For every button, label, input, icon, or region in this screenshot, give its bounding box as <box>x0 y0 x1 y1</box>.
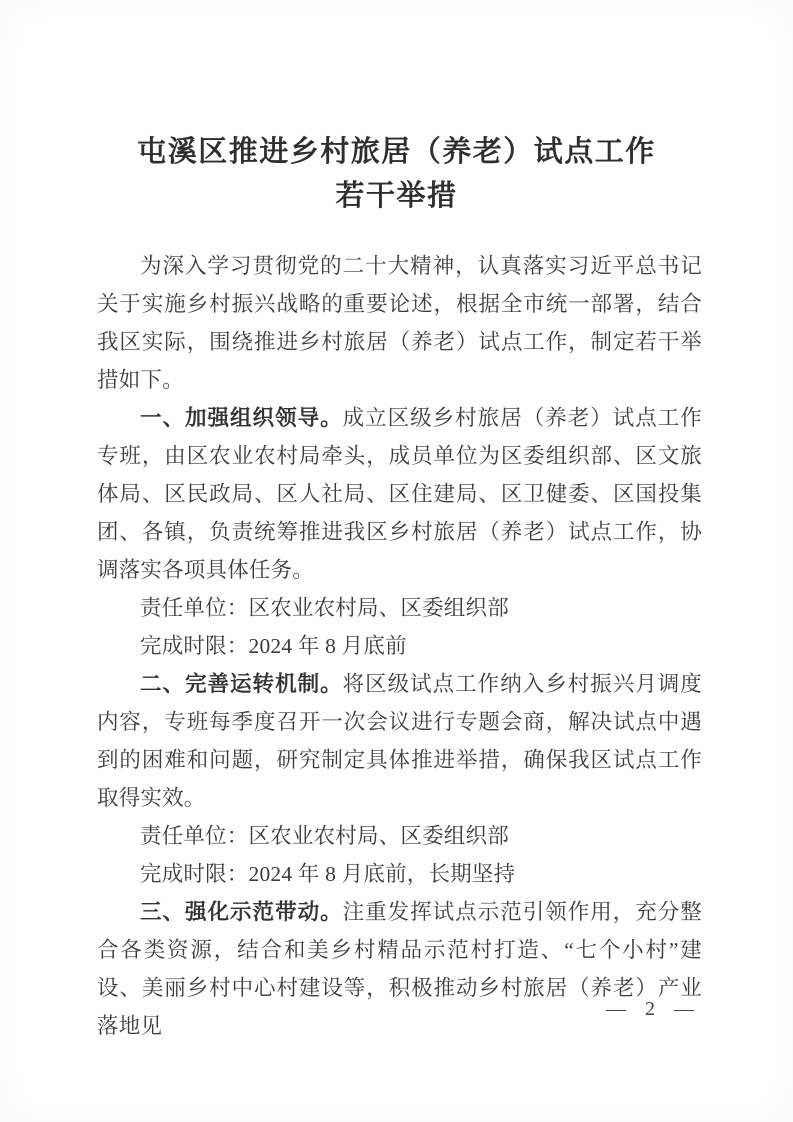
section-heading: 一、加强组织领导。 <box>140 406 343 430</box>
section-2-deadline <box>97 855 702 893</box>
body-text-run: 完成时限：2024 年 8 月底前，长期坚持 <box>140 862 516 886</box>
section-heading: 三、强化示范带动。 <box>140 900 343 924</box>
body-text-run: 注重发挥试点示范引领作用，充分整合各类资源，结合和美乡村精品示范村打造、“七个小村”建设、美丽乡村中心村建设等，积极推动乡村旅居（养老）产业落地见 <box>97 900 702 1038</box>
intro-paragraph <box>97 247 702 399</box>
document-title-line-1: 屯溪区推进乡村旅居（养老）试点工作 <box>137 136 656 168</box>
section-1-deadline <box>97 627 702 665</box>
body-text-run: 完成时限：2024 年 8 月底前 <box>140 634 407 658</box>
body-text-run: 成立区级乡村旅居（养老）试点工作专班，由区农业农村局牵头，成员单位为区委组织部、区文旅体局、区民政局、区人社局、区住建局、区卫健委、区国投集团、各镇，负责统筹推进我区乡村旅居（养老）试点工作，协调落实各项具体任务。 <box>97 406 702 582</box>
section-2-paragraph <box>97 665 702 817</box>
body-text-run: 责任单位：区农业农村局、区委组织部 <box>140 824 509 848</box>
section-1-responsible-unit <box>97 589 702 627</box>
document-title-line-2: 若干举措 <box>335 180 458 212</box>
body-text-run: 为深入学习贯彻党的二十大精神，认真落实习近平总书记关于实施乡村振兴战略的重要论述，根据全市统一部署，结合我区实际，围绕推进乡村旅居（养老）试点工作，制定若干举措如下。 <box>97 254 702 392</box>
body-text-run: 责任单位：区农业农村局、区委组织部 <box>140 596 509 620</box>
section-heading: 二、完善运转机制。 <box>140 672 343 696</box>
section-3-paragraph <box>97 893 702 1045</box>
section-1-paragraph <box>97 399 702 589</box>
section-2-responsible-unit <box>97 817 702 855</box>
page-number: — 2 — <box>606 998 701 1020</box>
document-title <box>0 0 793 218</box>
body-text-run: 将区级试点工作纳入乡村振兴月调度内容，专班每季度召开一次会议进行专题会商，解决试点中遇到的困难和问题，研究制定具体推进举措，确保我区试点工作取得实效。 <box>97 672 702 810</box>
document-body <box>97 247 702 1045</box>
